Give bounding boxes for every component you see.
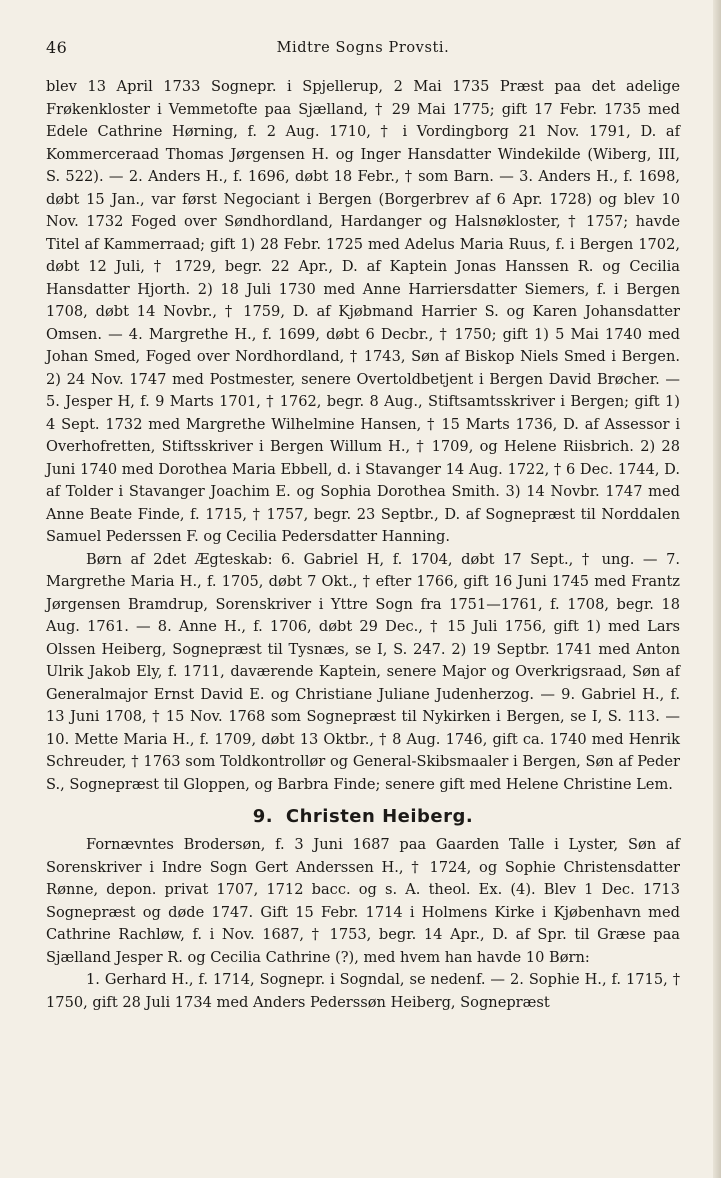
document-page bbox=[46, 38, 680, 1014]
page-header bbox=[46, 38, 680, 64]
section-paragraph: 1. Gerhard H., f. 1714, Sognepr. i Sogndal, se nedenf. — 2. Sophie H., f. 1715, † 1750, gift 28 Juli 1734 med Anders Pederssøn Heiberg, Sognepræst bbox=[46, 971, 680, 1011]
section-heading bbox=[46, 804, 680, 830]
body-paragraph: Børn af 2det Ægteskab: 6. Gabriel H, f. 1704, døbt 17 Sept., † ung. — 7. Margrethe Maria H., f. 1705, døbt 7 Okt., † efter 1766, gift 16 Juni 1745 med Frantz Jørgensen Bramdrup, Sorenskriver i Yttre Sogn fra 1751—1761, f. 1708, begr. 18 Aug. 1761. — 8. Anne H., f. 1706, døbt 29 Dec., † 15 Juli 1756, gift 1) med Lars Olssen Heiberg, Sognepræst til Tysnæs, se I, S. 247. 2) 19 Septbr. 1741 med Anton Ulrik Jakob Ely, f. 1711, daværende Kaptein, senere Major og Overkrigsraad, Søn af Generalmajor Ernst David E. og Christiane Juliane Judenherzog. — 9. Gabriel H., f. 13 Juni 1708, † 15 Nov. 1768 som Sognepræst til Nykirken i Bergen, se I, S. 113. — 10. Mette Maria H., f. 1709, døbt 13 Oktbr., † 8 Aug. 1746, gift ca. 1740 med Henrik Schreuder, † 1763 som Toldkontrollør og General-Skibsmaaler i Bergen, Søn af Peder S., Sognepræst til Gloppen, og Barbra Finde; senere gift med Helene Christine Lem. bbox=[46, 550, 680, 793]
section-title: Christen Heiberg. bbox=[285, 806, 474, 827]
section-number: 9. bbox=[252, 806, 274, 827]
running-head: Midtre Sogns Provsti. bbox=[276, 40, 450, 56]
body-paragraph: blev 13 April 1733 Sognepr. i Spjellerup, 2 Mai 1735 Præst paa det adelige Frøkenkloster i Vemmetofte paa Sjælland, † 29 Mai 1775; gift 17 Febr. 1735 med Edele Cathrine Hørning, f. 2 Aug. 1710, † i Vordingborg 21 Nov. 1791, D. af Kommerceraad Thomas Jørgensen H. og Inger Hansdatter Windekilde (Wiberg, III, S. 522). — 2. Anders H., f. 1696, døbt 18 Febr., † som Barn. — 3. Anders H., f. 1698, døbt 15 Jan., var først Negociant i Bergen (Borgerbrev af 6 Apr. 1728) og blev 10 Nov. 1732 Foged over Søndhordland, Hardanger og Halsnøkloster, † 1757; havde Titel af Kammerraad; gift 1) 28 Febr. 1725 med Adelus Maria Ruus, f. i Bergen 1702, døbt 12 Juli, † 1729, begr. 22 Apr., D. af Kaptein Jonas Hanssen R. og Cecilia Hansdatter Hjorth. 2) 18 Juli 1730 med Anne Harriersdatter Siemers, f. i Bergen 1708, døbt 14 Novbr., † 1759, D. af Kjøbmand Harrier S. og Karen Johansdatter Omsen. — 4. Margrethe H., f. 1699, døbt 6 Decbr., † 1750; gift 1) 5 Mai 1740 med Johan Smed, Foged over Nordhordland, † 1743, Søn af Biskop Niels Smed i Bergen. 2) 24 Nov. 1747 med Postmester, senere Overtoldbetjent i Bergen David Brøcher. — 5. Jesper H, f. 9 Marts 1701, † 1762, begr. 8 Aug., Stiftsamtsskriver i Bergen; gift 1) 4 Sept. 1732 med Margrethe Wilhelmine Hansen, † 15 Marts 1736, D. af Assessor i Overhofretten, Stiftsskriver i Bergen Willum H., † 1709, og Helene Riisbrich. 2) 28 Juni 1740 med Dorothea Maria Ebbell, d. i Stavanger 14 Aug. 1722, † 6 Dec. 1744, D. af Tolder i Stavanger Joachim E. og Sophia Dorothea Smith. 3) 14 Novbr. 1747 med Anne Beate Finde, f. 1715, † 1757, begr. 23 Septbr., D. af Sognepræst til Norddalen Samuel Pederssen F. og Cecilia Pedersdatter Hanning. bbox=[46, 78, 680, 545]
section-paragraph: Fornævntes Brodersøn, f. 3 Juni 1687 paa Gaarden Talle i Lyster, Søn af Sorenskriver i Indre Sogn Gert Anderssen H., † 1724, og Sophie Christensdatter Rønne, depon. privat 1707, 1712 bacc. og s. A. theol. Ex. (4). Blev 1 Dec. 1713 Sognepræst og døde 1747. Gift 15 Febr. 1714 i Holmens Kirke i Kjøbenhavn med Cathrine Rachløw, f. i Nov. 1687, † 1753, begr. 14 Apr., D. af Spr. til Græse paa Sjælland Jesper R. og Cecilia Cathrine (?), med hvem han havde 10 Børn: bbox=[46, 836, 680, 966]
page-edge-shadow bbox=[713, 0, 721, 1178]
page-number: 46 bbox=[46, 38, 68, 57]
